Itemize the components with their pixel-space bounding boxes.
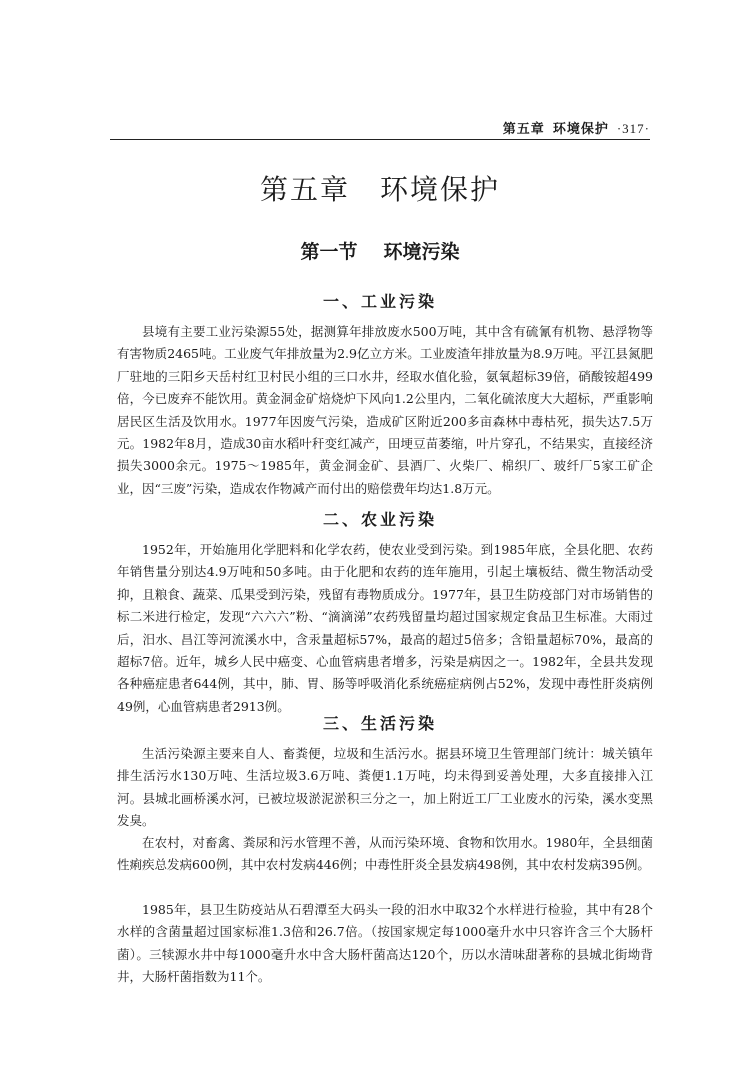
page-number: ·317· — [616, 121, 650, 136]
paragraph-domestic-pollution-3: 1985年，县卫生防疫站从石碧潭至大码头一段的汨水中取32个水样进行检验，其中有28个水样的含菌量超过国家标准1.3倍和26.7倍。（按国家规定每1000毫升水中只容许含三个大肠杆菌）。三犊源水井中每1000毫升水中含大肠杆菌高达120个，历以水清味甜著称的县城北街坳背井，大肠杆菌指数为11个。 — [117, 902, 653, 985]
chapter-title-label: 第五章 — [259, 173, 350, 206]
header-rule — [110, 139, 650, 140]
section-title-name: 环境污染 — [383, 241, 460, 263]
subsection-heading-domestic: 三、生活污染 — [322, 714, 437, 733]
section-title — [110, 237, 650, 264]
running-header — [450, 118, 650, 138]
paragraph-industrial-pollution: 县境有主要工业污染源55处，据测算年排放废水500万吨，其中含有硫氰有机物、悬浮物等有害物质2465吨。工业废气年排放量为2.9亿立方米。工业废渣年排放量为8.9万吨。平江县氮肥厂驻地的三阳乡天岳村红卫村民小组的三口水井，经取水值化验，氨氧超标39倍，硝酸铵超499倍，今已废弃不能饮用。黄金洞金矿焙烧炉下风向1.2公里内，二氧化硫浓度大大超标，严重影响居民区生活及饮用水。1977年因废气污染，造成矿区附近200多亩森林中毒枯死，损失达7.5万元。1982年8月，造成30亩水稻叶秆变红减产，田埂豆苗萎缩，叶片穿孔，不结果实，直接经济损失3000余元。1975～1985年，黄金洞金矿、县酒厂、火柴厂、棉织厂、玻纤厂5家工矿企业，因“三废”污染，造成农作物减产而付出的赔偿费年均达1.8万元。 — [117, 324, 653, 496]
chapter-title-name: 环境保护 — [380, 173, 501, 206]
chapter-title — [110, 168, 650, 208]
paragraph-agricultural-pollution: 1952年，开始施用化学肥料和化学农药，使农业受到污染。到1985年底，全县化肥、农药年销售量分别达4.9万吨和50多吨。由于化肥和农药的连年施用，引起土壤板结、微生物活动受抑，且粮食、蔬菜、瓜果受到污染，残留有毒物质成分。1977年，县卫生防疫部门对市场销售的标二米进行检定，发现“六六六”粉、“滴滴涕”农药残留量均超过国家规定食品卫生标准。大雨过后，汨水、昌江等河流溪水中，含汞量超标57%，最高的超过5倍多；含铅量超标70%，最高的超标7倍。近年，城乡人民中癌变、心血管病患者增多，污染是病因之一。1982年，全县共发现各种癌症患者644例，其中，肺、胃、肠等呼吸消化系统癌症病例占52%，发现中毒性肝炎病例49例，心血管病患者2913例。 — [117, 542, 653, 714]
subsection-heading-industrial: 一、工业污染 — [322, 292, 437, 311]
section-title-label: 第一节 — [300, 241, 358, 263]
header-chapter-label: 第五章 — [502, 122, 545, 137]
paragraph-domestic-pollution-1: 生活污染源主要来自人、畜粪便，垃圾和生活污水。据县环境卫生管理部门统计：城关镇年排生活污水130万吨、生活垃圾3.6万吨、粪便1.1万吨，均未得到妥善处理，大多直接排入江河。县城北画桥溪水河，已被垃圾淤泥淤积三分之一，加上附近工厂工业废水的污染，溪水变黑发臭。 — [117, 746, 653, 829]
header-chapter-name: 环境保护 — [552, 122, 609, 137]
paragraph-domestic-pollution-2: 在农村，对畜禽、粪尿和污水管理不善，从而污染环境、食物和饮用水。1980年，全县细菌性痢疾总发病600例，其中农村发病446例；中毒性肝炎全县发病498例，其中农村发病395例。 — [117, 835, 653, 873]
subsection-heading-agricultural: 二、农业污染 — [322, 510, 437, 529]
